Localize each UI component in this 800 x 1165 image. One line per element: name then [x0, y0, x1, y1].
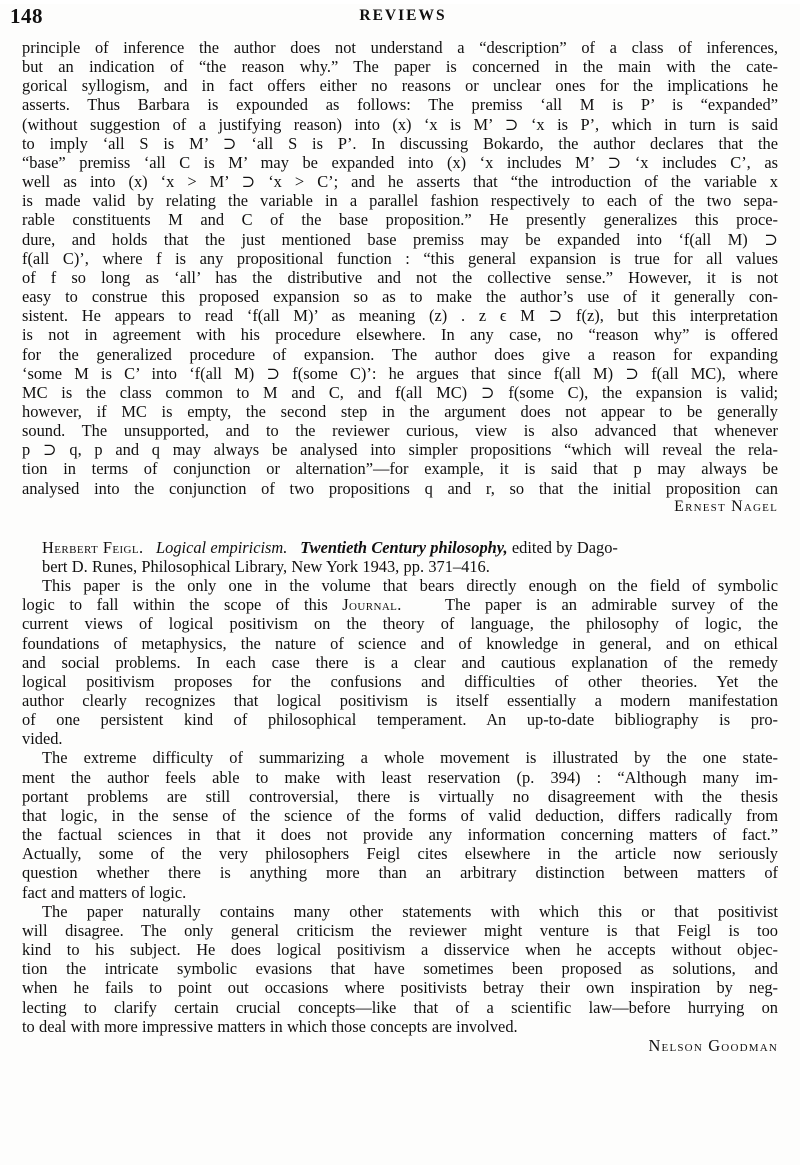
body-line-with-smallcaps: logic to fall within the scope of this Journal. The paper is an admirable survey of the [22, 595, 779, 615]
body-line: to deal with more impressive matters in which those concepts are involved. [22, 1016, 518, 1036]
body-line: portant problems are still controversial, there is virtually no disagreement with the thesis [22, 786, 778, 806]
body-line: that logic, in the sense of the science of the forms of valid deduction, differs radically from [22, 805, 778, 825]
body-line: gorical syllogism, and in fact offers either no reasons or unclear ones for the implications he [22, 76, 778, 96]
body-line: is not in agreement with his procedure elsewhere. In any case, no “reason why” is offered [22, 325, 778, 345]
reviewer-signature: Nelson Goodman [648, 1035, 778, 1055]
journal-name-smallcaps: Journal [342, 595, 398, 615]
body-line: is made valid by relating the variable in a parallel fashion respectively to each of the two sepa- [22, 191, 778, 211]
body-line: tion in terms of conjunction or alternation”—for example, it is said that p may always be [22, 459, 778, 479]
body-line: ‘some M is C’ into ‘f(all M) ⊃ f(some C)’: he argues that since f(all M) ⊃ f(all MC), where [22, 363, 778, 383]
body-line: of one persistent kind of philosophical temperament. An up-to-date bibliography is pro- [22, 710, 778, 730]
body-line: tion the intricate symbolic evasions that have sometimes been proposed as solutions, and [22, 959, 778, 979]
journal-page [0, 4, 800, 1165]
body-line: foundations of metaphysics, the nature of science and of knowledge in general, and on ethical [22, 633, 778, 653]
body-line: when he fails to point out occasions where positivists betray their own inspiration by neg- [22, 978, 778, 998]
review-author-punct: . [139, 537, 144, 557]
review-imprint-line: bert D. Runes, Philosophical Library, New York 1943, pp. 371–416. [42, 556, 490, 576]
body-line: for the generalized procedure of expansion. The author does give a reason for expanding [22, 344, 778, 364]
body-line: well as into (x) ‘x > M’ ⊃ ‘x > C’; and he asserts that “the introduction of the variable x [22, 172, 778, 192]
running-head [10, 4, 778, 38]
review-author-name: Herbert Feigl [42, 537, 140, 557]
body-line: and social problems. In each case there is a clear and cautious explanation of the remedy [22, 652, 778, 672]
review-article-title: Logical empiricism. [156, 537, 288, 557]
body-line: MC is the class common to M and C, and f(all MC) ⊃ f(some C), the expansion is valid; [22, 382, 778, 402]
body-line: kind to his subject. He does logical positivism a disservice when he accepts without objec- [22, 940, 778, 960]
body-line: sound. The unsupported, and to the reviewer curious, view is also advanced that whenever [22, 421, 778, 441]
body-line: p ⊃ q, p and q may always be analysed into simpler propositions “which will reveal the rela- [22, 440, 778, 460]
body-line: Actually, some of the very philosophers Feigl cites elsewhere in the article now seriously [22, 844, 778, 864]
body-line: f(all C)’, where f is any propositional function : “this general expansion is true for all values [22, 248, 778, 268]
body-line: however, if MC is empty, the second step in the argument does not appear to be generally [22, 401, 778, 421]
body-line: vided. [22, 729, 63, 749]
review-2-paragraph-1 [22, 576, 778, 748]
review-entry-feigl [22, 538, 778, 1055]
body-line: principle of inference the author does not understand a “description” of a class of inferences, [22, 38, 778, 57]
body-line: logical positivism proposes for the confusions and difficulties of other theories. Yet the [22, 671, 778, 691]
body-line: easy to construe this proposed expansion so as to make the author’s use of it generally con- [22, 287, 778, 307]
body-line: will disagree. The only general criticism the reviewer might venture is that Feigl is too [22, 920, 778, 940]
review-continuation-block [22, 38, 778, 516]
body-line: “base” premiss ‘all C is M’ may be expanded into (x) ‘x includes M’ ⊃ ‘x includes C’, as [22, 152, 778, 172]
review-2-heading [22, 538, 778, 576]
body-line: analysed into the conjunction of two propositions q and r, so that the initial proposition can [22, 478, 778, 498]
reviewer-signature: Ernest Nagel [674, 497, 778, 515]
body-line: This paper is the only one in the volume that bears directly enough on the field of symbolic [42, 576, 778, 596]
review-2-paragraph-2 [22, 748, 778, 901]
body-line: lecting to clarify certain crucial concepts—like that of a scientific law—before hurrying on [22, 997, 778, 1017]
body-line: but an indication of “the reason why.” The paper is concerned in the main with the cate- [22, 57, 778, 77]
body-line: dure, and holds that the just mentioned base premiss may be expanded into ‘f(all M) ⊃ [22, 229, 778, 249]
body-line: (without suggestion of a justifying reason) into (x) ‘x is M’ ⊃ ‘x is P’, which in turn is said [22, 114, 778, 134]
body-line: fact and matters of logic. [22, 882, 187, 902]
body-line: current views of logical positivism on the theory of language, the philosophy of logic, the [22, 614, 778, 634]
body-line: to imply ‘all S is M’ ⊃ ‘all S is P’. In discussing Bokardo, the author declares that the [22, 133, 778, 153]
page-number: 148 [10, 4, 43, 28]
review-1-signature-line [22, 498, 778, 516]
review-book-title: Twentieth Century philosophy, [300, 537, 508, 557]
body-line: question whether there is anything more than an arbitrary distinction between matters of [22, 863, 778, 883]
entry-separator [22, 516, 778, 538]
body-line: ment the author feels able to make with least reservation (p. 394) : “Although many im- [22, 767, 778, 787]
body-line: The paper naturally contains many other statements with which this or that positivist [42, 901, 778, 921]
body-line: asserts. Thus Barbara is expounded as follows: The premiss ‘all M is P’ is “expanded” [22, 95, 778, 115]
body-line: The extreme difficulty of summarizing a whole movement is illustrated by the one state- [42, 748, 778, 768]
review-2-paragraph-3 [22, 902, 778, 1036]
review-imprint-tail: edited by Dago- [511, 537, 618, 557]
body-line: rable constituents M and C of the base proposition.” He presently generalizes this proce- [22, 210, 778, 230]
text-column [22, 38, 778, 1055]
body-line: of f so long as ‘all’ has the distributive and not the collective sense.” However, it is not [22, 267, 778, 287]
body-line: author clearly recognizes that logical positivism is itself essentially a modern manifestation [22, 691, 778, 710]
review-1-body [22, 38, 778, 498]
body-line: sistent. He appears to read ‘f(all M)’ as meaning (z) . z ϵ M ⊃ f(z), but this interpretation [22, 306, 778, 326]
body-line: the factual sciences in that it does not provide any information concerning matters of fact.” [22, 825, 778, 845]
running-head-title: REVIEWS [359, 7, 447, 24]
